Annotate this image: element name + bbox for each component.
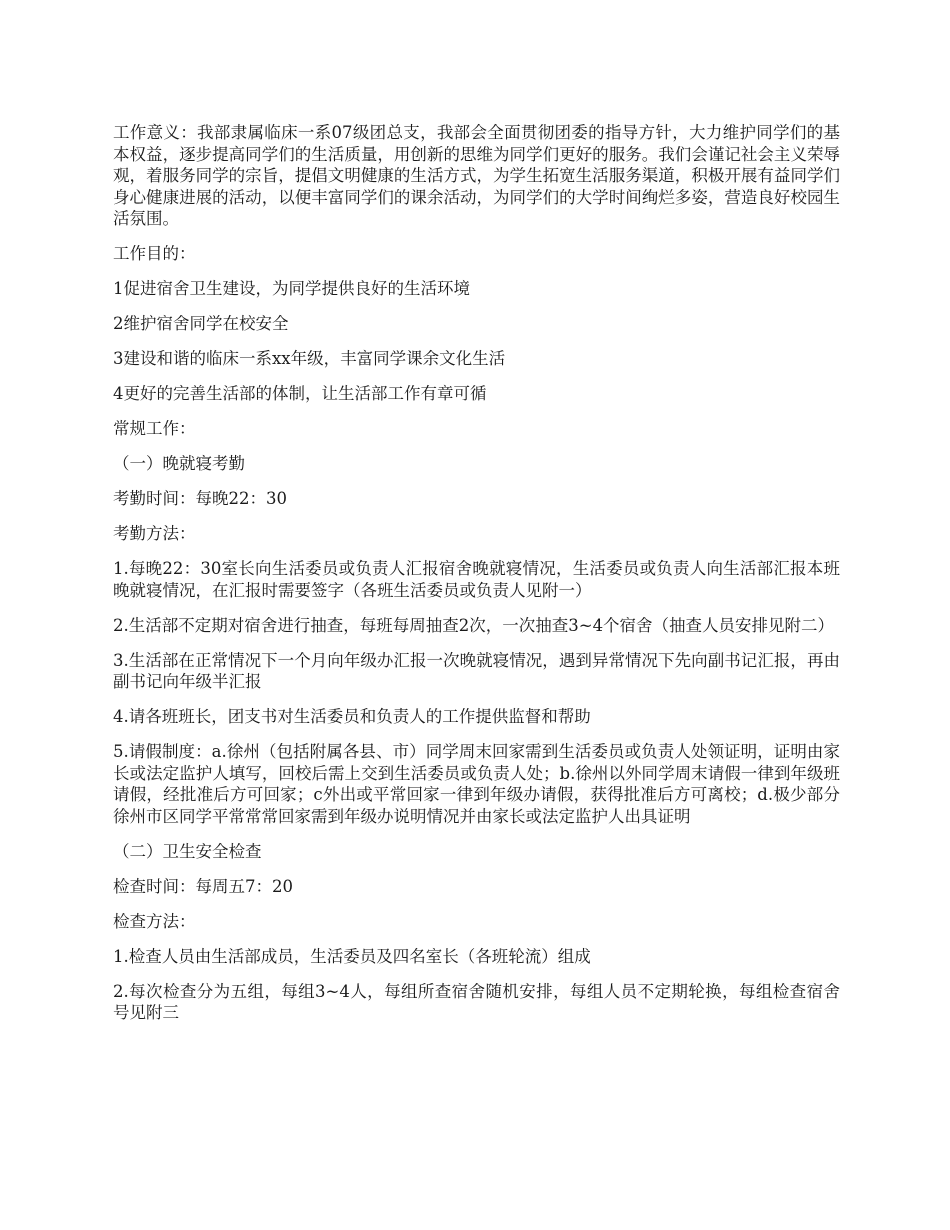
heading-routine-work: 常规工作： [113, 419, 196, 438]
inspection-method-2: 2.每次检查分为五组，每组3~4人，每组所查宿舍随机安排，每组人员不定期轮换，每组检查宿舍号见附三 [113, 981, 840, 1022]
attendance-time: 考勤时间：每晚22：30 [113, 489, 287, 508]
attendance-method-1: 1.每晚22：30室长向生活委员或负责人汇报宿舍晚就寝情况，生活委员或负责人向生活部汇报本班晚就寝情况，在汇报时需要签字（各班生活委员或负责人见附一） [113, 559, 840, 600]
heading-work-purpose: 工作目的： [113, 244, 196, 263]
attendance-method-3: 3.生活部在正常情况下一个月向年级办汇报一次晚就寝情况，遇到异常情况下先向副书记汇报，再由副书记向年级半汇报 [113, 650, 840, 691]
attendance-method-2: 2.生活部不定期对宿舍进行抽查，每班每周抽查2次，一次抽查3~4个宿舍（抽查人员安排见附二） [113, 615, 835, 635]
purpose-item-1: 1促进宿舍卫生建设，为同学提供良好的生活环境 [113, 279, 470, 298]
attendance-method-5-leave-policy: 5.请假制度：a.徐州（包括附属各县、市）同学周末回家需到生活委员或负责人处领证明，证明由家长或法定监护人填写，回校后需上交到生活委员或负责人处；b.徐州以外同学周末请假一律到年级班请假，经批准后方可回家；c外出或平常回家一律到年级办请假，获得批准后方可离校；d.极少部分徐州市区同学平常常常回家需到年级办说明情况并由家长或法定监护人出具证明 [113, 742, 840, 826]
attendance-method-4: 4.请各班班长，团支书对生活委员和负责人的工作提供监督和帮助 [113, 707, 591, 726]
section-heading-hygiene-safety-check: （二）卫生安全检查 [113, 841, 262, 861]
purpose-item-3: 3建设和谐的临床一系xx年级，丰富同学课余文化生活 [113, 349, 506, 368]
inspection-method-1: 1.检查人员由生活部成员，生活委员及四名室长（各班轮流）组成 [113, 946, 591, 966]
purpose-item-2: 2维护宿舍同学在校安全 [113, 314, 289, 333]
paragraph-work-significance: 工作意义：我部隶属临床一系07级团总支，我部会全面贯彻团委的指导方针，大力维护同学们的基本权益，逐步提高同学们的生活质量，用创新的思维为同学们更好的服务。我们会谨记社会主义荣辱观，着服务同学的宗旨，提倡文明健康的生活方式，为学生拓宽生活服务渠道，积极开展有益同学们身心健康进展的活动，以便丰富同学们的课余活动，为同学们的大学时间绚烂多姿，营造良好校园生活氛围。 [113, 123, 840, 228]
document-body [113, 122, 840, 1037]
inspection-time: 检查时间：每周五7：20 [113, 876, 293, 896]
heading-inspection-method: 检查方法： [113, 911, 196, 931]
heading-attendance-method: 考勤方法： [113, 524, 196, 543]
section-heading-bedtime-attendance: （一）晚就寝考勤 [113, 454, 245, 473]
purpose-item-4: 4更好的完善生活部的体制，让生活部工作有章可循 [113, 384, 487, 403]
